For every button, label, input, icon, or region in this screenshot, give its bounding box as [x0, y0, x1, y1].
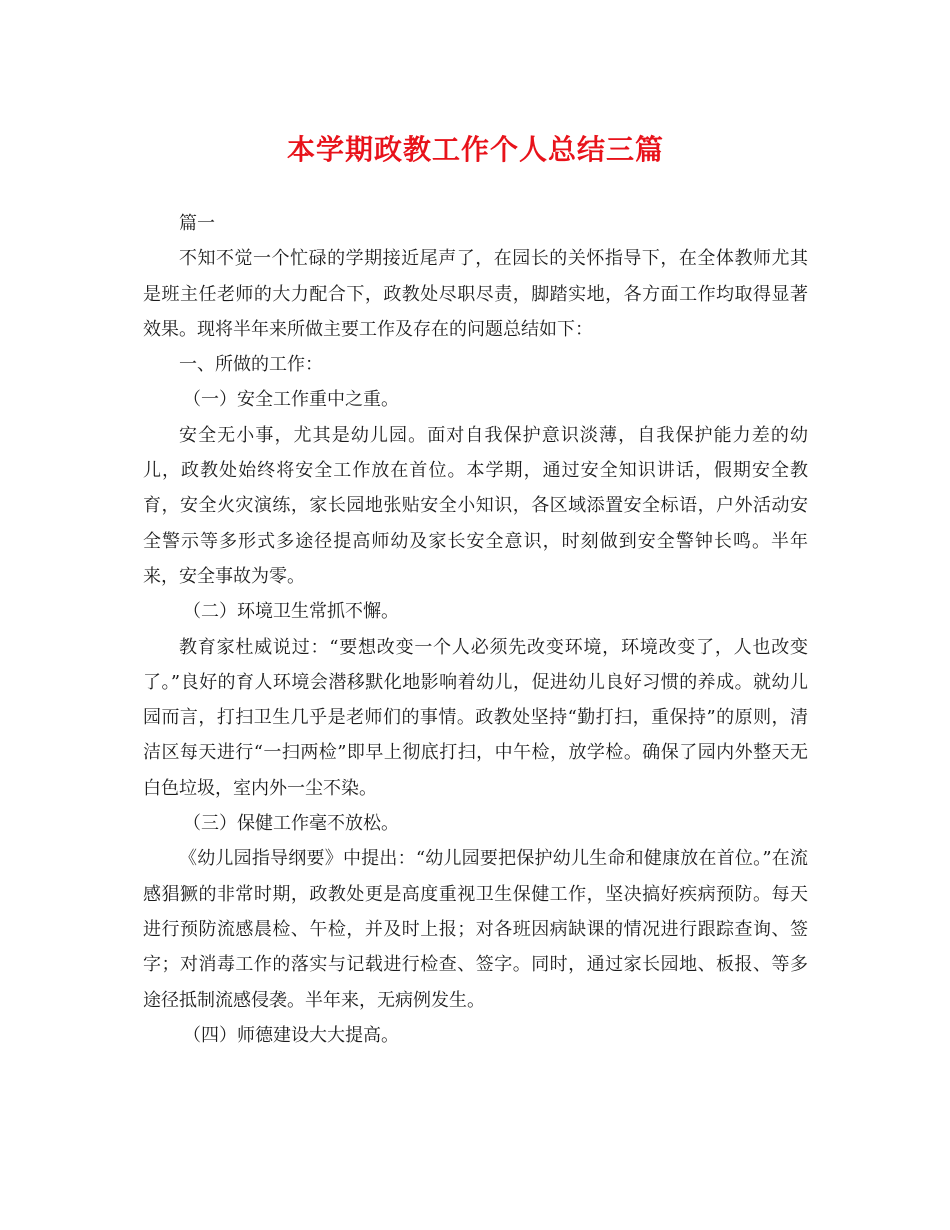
paragraph-hygiene: 教育家杜威说过：“要想改变一个人必须先改变环境，环境改变了，人也改变了。”良好的育人环境会潜移默化地影响着幼儿，促进幼儿良好习惯的养成。就幼儿园而言，打扫卫生几乎是老师们的事情。政教处坚持“勤打扫，重保持”的原则，清洁区每天进行“一扫两检”即早上彻底打扫，中午检，放学检。确保了园内外整天无白色垃圾，室内外一尘不染。 [143, 636, 808, 799]
subheading-hygiene: （二）环境卫生常抓不懈。 [183, 601, 399, 623]
paragraph-health: 《幼儿园指导纲要》中提出：“幼儿园要把保护幼儿生命和健康放在首位。”在流感猖獗的非常时期，政教处更是高度重视卫生保健工作，坚决搞好疾病预防。每天进行预防流感晨检、午检，并及时上报；对各班因病缺课的情况进行跟踪查询、签字；对消毒工作的落实与记载进行检查、签字。同时，通过家长园地、板报、等多途径抵制流感侵袭。半年来，无病例发生。 [143, 848, 808, 1011]
section-label: 篇一 [179, 213, 215, 234]
paragraph-safety: 安全无小事，尤其是幼儿园。面对自我保护意识淡薄，自我保护能力差的幼儿，政教处始终将安全工作放在首位。本学期，通过安全知识讲话，假期安全教育，安全火灾演练，家长园地张贴安全小知识，各区域添置安全标语，户外活动安全警示等多形式多途径提高师幼及家长安全意识，时刻做到安全警钟长鸣。半年来，安全事故为零。 [143, 424, 808, 587]
heading-work-done: 一、所做的工作： [179, 354, 323, 376]
subheading-ethics: （四）师德建设大大提高。 [183, 1024, 399, 1046]
document-body [143, 206, 808, 1053]
intro-paragraph: 不知不觉一个忙碌的学期接近尾声了，在园长的关怀指导下，在全体教师尤其是班主任老师的大力配合下，政教处尽职尽责，脚踏实地，各方面工作均取得显著效果。现将半年来所做主要工作及存在的问题总结如下： [143, 248, 808, 340]
subheading-health: （三）保健工作毫不放松。 [183, 813, 399, 835]
subheading-safety: （一）安全工作重中之重。 [183, 389, 399, 411]
document-title: 本学期政教工作个人总结三篇 [286, 133, 664, 166]
